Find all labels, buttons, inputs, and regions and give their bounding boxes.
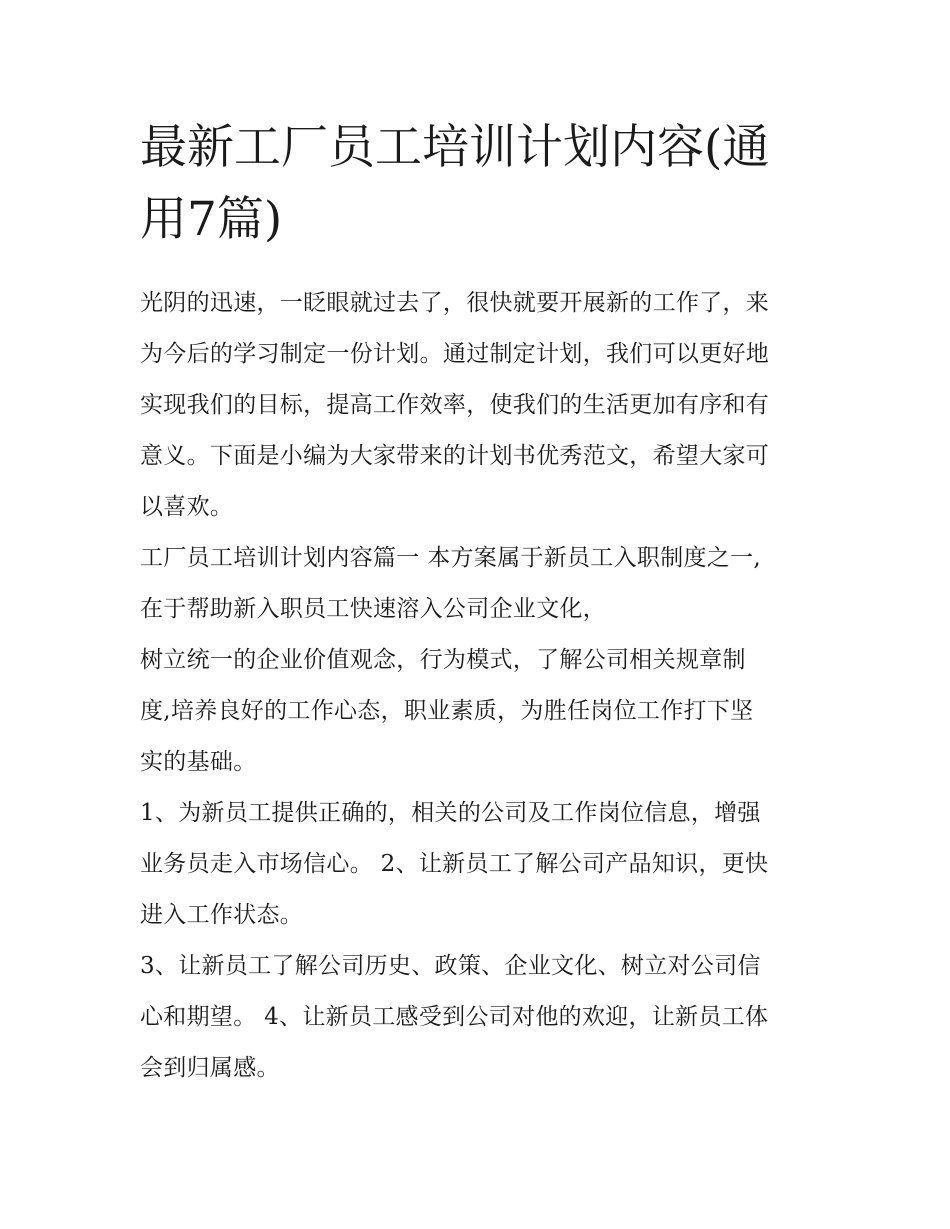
text-line: 树立统一的企业价值观念，行为模式，了解公司相关规章制: [140, 647, 746, 673]
title-line: 用7篇): [140, 192, 283, 247]
text-line: 度,培养良好的工作心态，职业素质，为胜任岗位工作打下坚: [140, 698, 754, 724]
text-line: 业务员走入市场信心。 2、让新员工了解公司产品知识，更快: [140, 851, 769, 877]
document-body: [140, 278, 816, 1094]
paragraph-values: [140, 635, 816, 788]
text-line: 进入工作状态。: [140, 902, 304, 928]
title-line: 最新工厂员工培训计划内容(通: [140, 120, 770, 175]
text-line: 实的基础。: [140, 749, 257, 775]
text-line: 心和期望。 4、让新员工感受到公司对他的欢迎，让新员工体: [140, 1004, 769, 1030]
paragraph-goals-1-2: [140, 788, 816, 941]
text-line: 意义。下面是小编为大家带来的计划书优秀范文，希望大家可: [140, 443, 770, 469]
text-line: 3、让新员工了解公司历史、政策、企业文化、树立对公司信: [140, 953, 761, 979]
paragraph-intro: [140, 278, 816, 533]
paragraph-goals-3-4: [140, 941, 816, 1094]
text-line: 实现我们的目标，提高工作效率，使我们的生活更加有序和有: [140, 392, 770, 418]
paragraph-section-one: [140, 533, 816, 635]
page-title: [140, 112, 816, 256]
text-line: 光阴的迅速，一眨眼就过去了，很快就要开展新的工作了，来: [140, 290, 770, 316]
text-line: 1、为新员工提供正确的，相关的公司及工作岗位信息，增强: [140, 800, 761, 826]
text-line: 会到归属感。: [140, 1055, 280, 1081]
text-line: 工厂员工培训计划内容篇一 本方案属于新员工入职制度之一,: [140, 545, 762, 571]
text-line: 以喜欢。: [140, 494, 234, 520]
document-page: [140, 112, 816, 1094]
text-line: 在于帮助新入职员工快速溶入公司企业文化，: [140, 596, 606, 622]
text-line: 为今后的学习制定一份计划。通过制定计划，我们可以更好地: [140, 341, 770, 367]
